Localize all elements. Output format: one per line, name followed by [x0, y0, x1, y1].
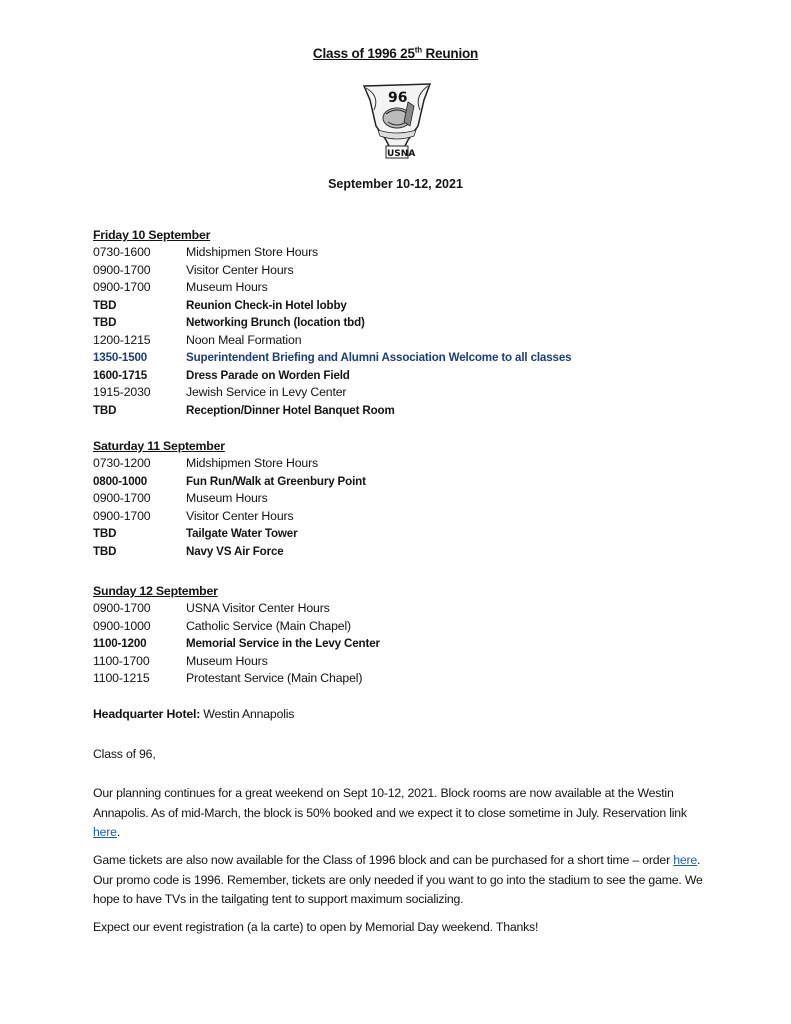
event-desc: Museum Hours	[186, 491, 268, 505]
schedule-row	[93, 525, 713, 543]
event-time: 1200-1215	[93, 332, 151, 347]
schedule-row	[93, 473, 713, 491]
event-desc: Dress Parade on Worden Field	[186, 368, 350, 382]
day-section-saturday	[93, 437, 713, 560]
day-heading: Sunday 12 September	[93, 584, 218, 598]
schedule-row-highlighted	[93, 349, 713, 367]
paragraph-hotel-block	[93, 784, 703, 843]
schedule-row	[93, 279, 713, 297]
event-time: 0900-1000	[93, 618, 151, 633]
event-time: 1100-1215	[93, 671, 150, 685]
event-desc: Tailgate Water Tower	[186, 527, 298, 540]
schedule-row	[93, 384, 713, 402]
event-desc: Visitor Center Hours	[186, 508, 294, 523]
day-heading: Saturday 11 September	[93, 439, 225, 453]
event-time: TBD	[93, 298, 117, 312]
schedule-row	[93, 455, 713, 473]
event-time: 0900-1700	[93, 601, 151, 615]
title-suffix: Reunion	[421, 46, 479, 61]
event-desc: Protestant Service (Main Chapel)	[186, 671, 363, 685]
schedule-row	[93, 367, 713, 385]
event-desc: USNA Visitor Center Hours	[186, 601, 330, 615]
event-dates: September 10-12, 2021	[328, 177, 463, 191]
event-time: 0900-1700	[93, 280, 151, 294]
schedule-row	[93, 635, 713, 653]
event-time: 0900-1700	[93, 491, 151, 505]
svg-text:USNA: USNA	[387, 149, 416, 159]
schedule-row	[93, 653, 713, 671]
greeting: Class of 96,	[93, 747, 156, 761]
schedule-row	[93, 490, 713, 508]
event-time: TBD	[93, 544, 117, 558]
day-section-friday	[93, 226, 713, 419]
schedule-row	[93, 297, 713, 315]
event-desc: Reunion Check-in Hotel lobby	[186, 298, 347, 312]
event-desc: Fun Run/Walk at Greenbury Point	[186, 474, 366, 488]
event-desc: Midshipmen Store Hours	[186, 456, 319, 470]
svg-text:96: 96	[388, 90, 408, 106]
schedule-row	[93, 670, 713, 688]
schedule-row	[93, 332, 713, 350]
schedule-row	[93, 314, 713, 332]
reservation-link[interactable]: here	[93, 825, 117, 839]
event-desc: Visitor Center Hours	[186, 262, 294, 277]
paragraph-registration: Expect our event registration (a la carte) to open by Memorial Day weekend. Thanks!	[93, 920, 539, 934]
event-time: 0900-1700	[93, 508, 151, 523]
event-desc: Noon Meal Formation	[186, 332, 302, 347]
schedule-row	[93, 244, 713, 262]
page-title	[0, 46, 791, 61]
event-time: TBD	[93, 527, 117, 540]
hotel-value: Westin Annapolis	[200, 707, 295, 721]
event-desc: Midshipmen Store Hours	[186, 245, 319, 259]
event-time: 1100-1200	[93, 637, 147, 650]
hotel-label: Headquarter Hotel:	[93, 707, 201, 721]
paragraph-end: .	[116, 825, 121, 839]
event-time: 0730-1600	[93, 245, 151, 259]
event-desc: Reception/Dinner Hotel Banquet Room	[186, 403, 395, 417]
day-section-sunday	[93, 582, 713, 688]
day-heading: Friday 10 September	[93, 228, 211, 242]
schedule-row	[93, 402, 713, 420]
event-desc: Jewish Service in Levy Center	[186, 385, 347, 399]
schedule-row	[93, 600, 713, 618]
title-prefix: Class of 1996 25	[312, 46, 415, 61]
schedule-row	[93, 618, 713, 636]
event-desc: Memorial Service in the Levy Center	[186, 637, 380, 650]
event-desc: Catholic Service (Main Chapel)	[186, 618, 351, 633]
schedule-row	[93, 262, 713, 280]
event-time: 0730-1200	[93, 456, 151, 470]
event-desc: Museum Hours	[186, 280, 268, 294]
tickets-order-link[interactable]: here	[673, 853, 698, 867]
title-text	[313, 46, 478, 61]
paragraph-text: Game tickets are also now available for the Class of 1996 block and can be purchased for a short time – order	[93, 853, 674, 867]
paragraph-end: . Our promo code is 1996. Remember, tickets are only needed if you want to go into the stadium to see the game. We hope to have TVs in the tailgating tent to support maximum socializing.	[93, 853, 703, 906]
event-desc: Networking Brunch (location tbd)	[186, 316, 365, 329]
event-time: TBD	[93, 316, 117, 329]
event-desc: Navy VS Air Force	[186, 544, 284, 558]
schedule-row	[93, 543, 713, 561]
event-time: 1915-2030	[93, 385, 151, 399]
event-time: 0900-1700	[93, 262, 151, 277]
class-crest-icon	[360, 82, 434, 162]
headquarter-hotel	[93, 705, 703, 725]
paragraph-game-tickets	[93, 851, 703, 910]
event-desc: Museum Hours	[186, 653, 268, 668]
paragraph-text: Our planning continues for a great weekend on Sept 10-12, 2021. Block rooms are now available at the Westin Annapolis. As of mid-March, the block is 50% booked and we expect it to close sometime in July. Reservation link	[93, 786, 687, 820]
event-desc: Superintendent Briefing and Alumni Association Welcome to all classes	[186, 351, 572, 364]
event-time: TBD	[93, 403, 117, 417]
schedule-row	[93, 508, 713, 526]
title-superscript: th	[414, 45, 422, 55]
event-time: 1600-1715	[93, 368, 148, 382]
event-time: 0800-1000	[93, 474, 148, 488]
event-time: 1350-1500	[93, 351, 148, 364]
event-time: 1100-1700	[93, 653, 150, 668]
